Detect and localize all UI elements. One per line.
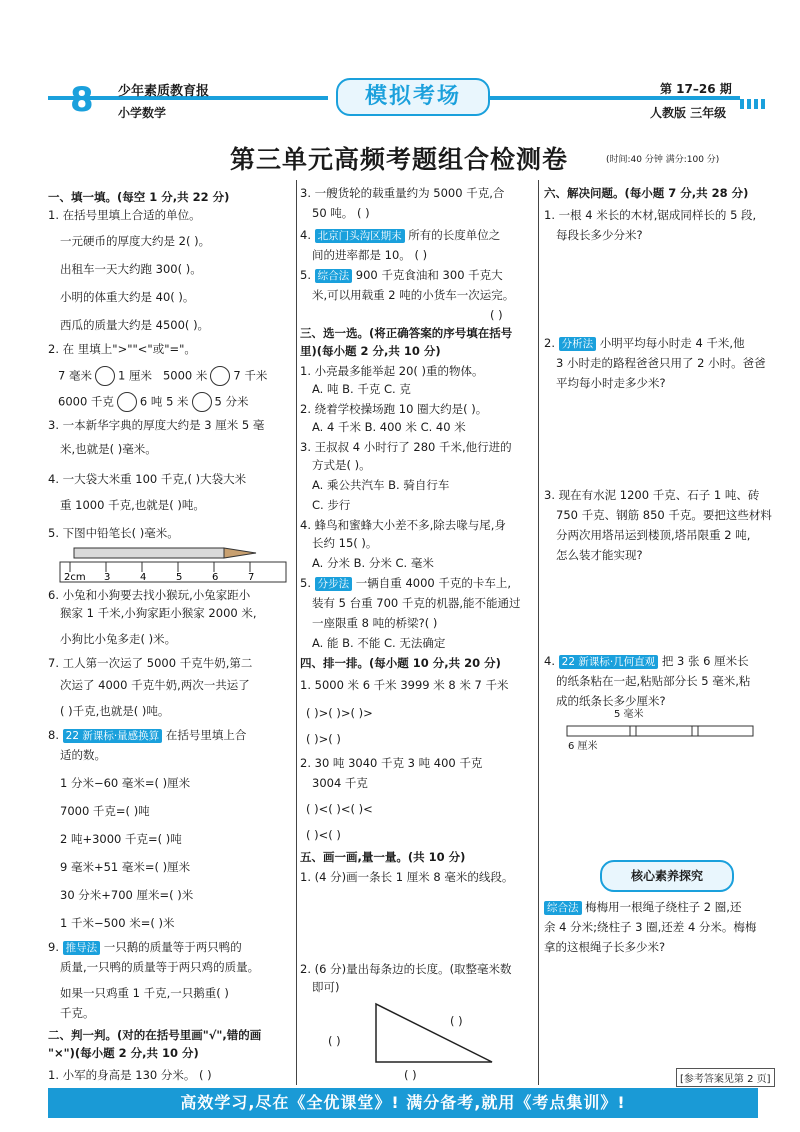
answer-row: ( )<( ) [306,828,341,842]
question-tag: 分步法 [315,577,353,591]
question-tag: 分析法 [559,337,597,351]
question: 即可) [312,980,340,994]
decor-stripes [740,94,768,113]
question: 2. 绕着学校操场跑 10 圈大约是( )。 [300,402,488,416]
question: 1. 在括号里填上合适的单位。 [48,208,201,222]
page-title: 第三单元高频考题组合检测卷 [230,145,569,174]
question-item: 7000 千克=( )吨 [60,804,150,818]
question-item: 1 千米−500 米=( )米 [60,916,175,930]
question-item: 小明的体重大约是 40( )。 [60,290,195,304]
question: 方式是( )。 [312,458,371,472]
ruler-label: 4 [140,572,147,583]
question: 重 1000 千克,也就是( )吨。 [60,498,205,512]
subject-label: 小学数学 [118,106,167,120]
question: 次运了 4000 千克牛奶,两次一共运了 [60,678,250,692]
ruler-label: 2cm [64,572,86,583]
question: 9. 推导法 一只鹅的质量等于两只鸭的 [48,940,242,954]
question-tag: 综合法 [544,901,582,915]
compare-row: 6000 千克 6 吨 5 米 5 分米 [58,392,249,412]
options: A. 能 B. 不能 C. 无法确定 [312,636,446,650]
measure-blank: ( ) [450,1014,463,1028]
compare-circle[interactable] [117,392,137,412]
ruler-label: 3 [104,572,111,583]
ruler-label: 6 [212,572,219,583]
answer-row: ( )>( ) [306,732,341,746]
compare-row: 7 毫米 1 厘米 5000 米 7 千米 [58,366,267,386]
section-heading: 里)(每小题 2 分,共 10 分) [300,344,441,358]
question: 3. 一本新华字典的厚度大约是 3 厘米 5 毫 [48,418,265,432]
question: 间的进率都是 10。 ( ) [312,248,428,262]
question: 1. 小亮最多能举起 20( )重的物体。 [300,364,484,378]
question: 3. 现在有水泥 1200 千克、石子 1 吨、砖 [544,488,760,502]
answer-row: ( )<( )<( )< [306,802,373,816]
question: 5. 分步法 一辆自重 4000 千克的卡车上, [300,576,512,590]
question: 小狗比小兔多走( )米。 [60,632,177,646]
question: 长约 15( )。 [312,536,378,550]
section-heading: 六、解决问题。(每小题 7 分,共 28 分) [544,186,749,200]
question: 50 吨。 ( ) [312,206,370,220]
figure-label: 6 厘米 [568,741,598,752]
question: 2. (6 分)量出每条边的长度。(取整毫米数 [300,962,512,976]
question: 怎么装才能实现? [556,548,643,562]
question: 1. 一根 4 米长的木材,锯成同样长的 5 段, [544,208,757,222]
ruler-pencil-figure [58,542,288,584]
question: 4. 北京门头沟区期末 所有的长度单位之 [300,228,501,242]
question: 综合法 梅梅用一根绳子绕柱子 2 圈,还 [544,900,741,916]
options: A. 4 千米 B. 400 米 C. 40 米 [312,420,466,434]
exam-meta: (时间:40 分钟 满分:100 分) [606,155,720,165]
question: 千克。 [60,1006,95,1020]
question: 4. 一大袋大米重 100 千克,( )大袋大米 [48,472,247,486]
question: 5. 下图中铅笔长( )毫米。 [48,526,179,540]
question: 1. 5000 米 6 千米 3999 米 8 米 7 千米 [300,678,509,692]
section-heading: 三、选一选。(将正确答案的序号填在括号 [300,326,513,340]
question: 2. 30 吨 3040 千克 3 吨 400 千克 [300,756,483,770]
question-item: 西瓜的质量大约是 4500( )。 [60,318,210,332]
question: 拿的这根绳子长多少米? [544,940,666,954]
question: 4. 蜂鸟和蜜蜂大小差不多,除去喙与尾,身 [300,518,506,532]
ruler-label: 7 [248,572,255,583]
issue-label: 第 17–26 期 [660,82,732,96]
options: A. 分米 B. 分米 C. 毫米 [312,556,434,570]
question: 3. 王叔叔 4 小时行了 280 千米,他行进的 [300,440,512,454]
question: 4. 22 新课标·几何直观 把 3 张 6 厘米长 [544,654,749,668]
ruler-label: 5 [176,572,183,583]
question: 每段长多少分米? [556,228,643,242]
measure-blank: ( ) [404,1068,417,1082]
figure-label: 5 毫米 [614,709,644,720]
question: 质量,一只鸭的质量等于两只鸡的质量。 [60,960,260,974]
question: 成的纸条长多少厘米? [556,694,666,708]
section-heading: "×")(每小题 2 分,共 10 分) [48,1046,199,1060]
question-tag: 北京门头沟区期末 [315,229,405,243]
question: 分两次用塔吊运到楼顶,塔吊限重 2 吨, [556,528,751,542]
answer-bracket: ( ) [490,308,503,322]
section-banner: 模拟考场 [336,78,490,116]
question: 猴家 1 千米,小狗家距小猴家 2000 米, [60,606,257,620]
question-tag: 22 新课标·几何直观 [559,655,659,669]
question: 如果一只鸡重 1 千克,一只鹅重( ) [60,986,229,1000]
triangle-figure [370,996,500,1068]
question: ( )千克,也就是( )吨。 [60,704,170,718]
column-divider [538,180,539,1085]
measure-blank: ( ) [328,1034,341,1048]
compare-circle[interactable] [95,366,115,386]
question: 适的数。 [60,748,106,762]
question-item: 一元硬币的厚度大约是 2( )。 [60,234,211,248]
question-item: 9 毫米+51 毫米=( )厘米 [60,860,191,874]
question: 5. 综合法 900 千克食油和 300 千克大 [300,268,503,282]
question: 6. 小兔和小狗要去找小猴玩,小兔家距小 [48,588,251,602]
question-item: 1 分米−60 毫米=( )厘米 [60,776,191,790]
question: 1. 小军的身高是 130 分米。 ( ) [48,1068,212,1082]
page-number: 8 [70,80,94,120]
question: 7. 工人第一次运了 5000 千克牛奶,第二 [48,656,253,670]
question-tag: 综合法 [315,269,353,283]
footer-banner: 高效学习,尽在《全优课堂》! 满分备考,就用《考点集训》! [48,1088,758,1118]
question: 的纸条粘在一起,粘贴部分长 5 毫米,粘 [556,674,751,688]
section-heading: 二、判一判。(对的在括号里画"√",错的画 [48,1028,262,1042]
question: 3004 千克 [312,776,368,790]
question-tag: 22 新课标·量感换算 [63,729,163,743]
question: 余 4 分米;绕柱子 3 圈,还差 4 分米。梅梅 [544,920,757,934]
answer-reference: [参考答案见第 2 页] [676,1068,775,1087]
question: 装有 5 台重 700 千克的机器,能不能通过 [312,596,521,610]
question-item: 30 分米+700 厘米=( )米 [60,888,194,902]
question: 一座限重 8 吨的桥梁?( ) [312,616,438,630]
options: C. 步行 [312,498,351,512]
question: 米,也就是( )毫米。 [60,442,157,456]
question-item: 2 吨+3000 千克=( )吨 [60,832,182,846]
section-heading: 四、排一排。(每小题 10 分,共 20 分) [300,656,501,670]
question: 平均每小时走多少米? [556,376,666,390]
section-heading: 五、画一画,量一量。(共 10 分) [300,850,466,864]
question: 米,可以用载重 2 吨的小货车一次运完。 [312,288,515,302]
question: 2. 分析法 小明平均每小时走 4 千米,他 [544,336,745,350]
question: 2. 在 里填上">""<"或"="。 [48,342,196,356]
section-heading: 一、填一填。(每空 1 分,共 22 分) [48,190,230,204]
answer-row: ( )>( )>( )> [306,706,373,720]
question: 3. 一艘货轮的载重量约为 5000 千克,合 [300,186,505,200]
column-divider [296,180,297,1085]
compare-circle[interactable] [192,392,212,412]
core-literacy-badge: 核心素养探究 [600,860,734,892]
compare-circle[interactable] [210,366,230,386]
options: A. 吨 B. 千克 C. 克 [312,382,411,396]
options: A. 乘公共汽车 B. 骑自行车 [312,478,450,492]
question: 1. (4 分)画一条长 1 厘米 8 毫米的线段。 [300,870,514,884]
newspaper-name: 少年素质教育报 [118,84,210,99]
question-item: 出租车一天大约跑 300( )。 [60,262,202,276]
question-tag: 推导法 [63,941,101,955]
question: 8. 22 新课标·量感换算 在括号里填上合 [48,728,247,742]
question: 3 小时走的路程爸爸只用了 2 小时。爸爸 [556,356,766,370]
question: 750 千克、钢筋 850 千克。要把这些材料 [556,508,772,522]
paper-strip-figure [566,724,756,738]
edition-label: 人教版 三年级 [650,106,727,120]
